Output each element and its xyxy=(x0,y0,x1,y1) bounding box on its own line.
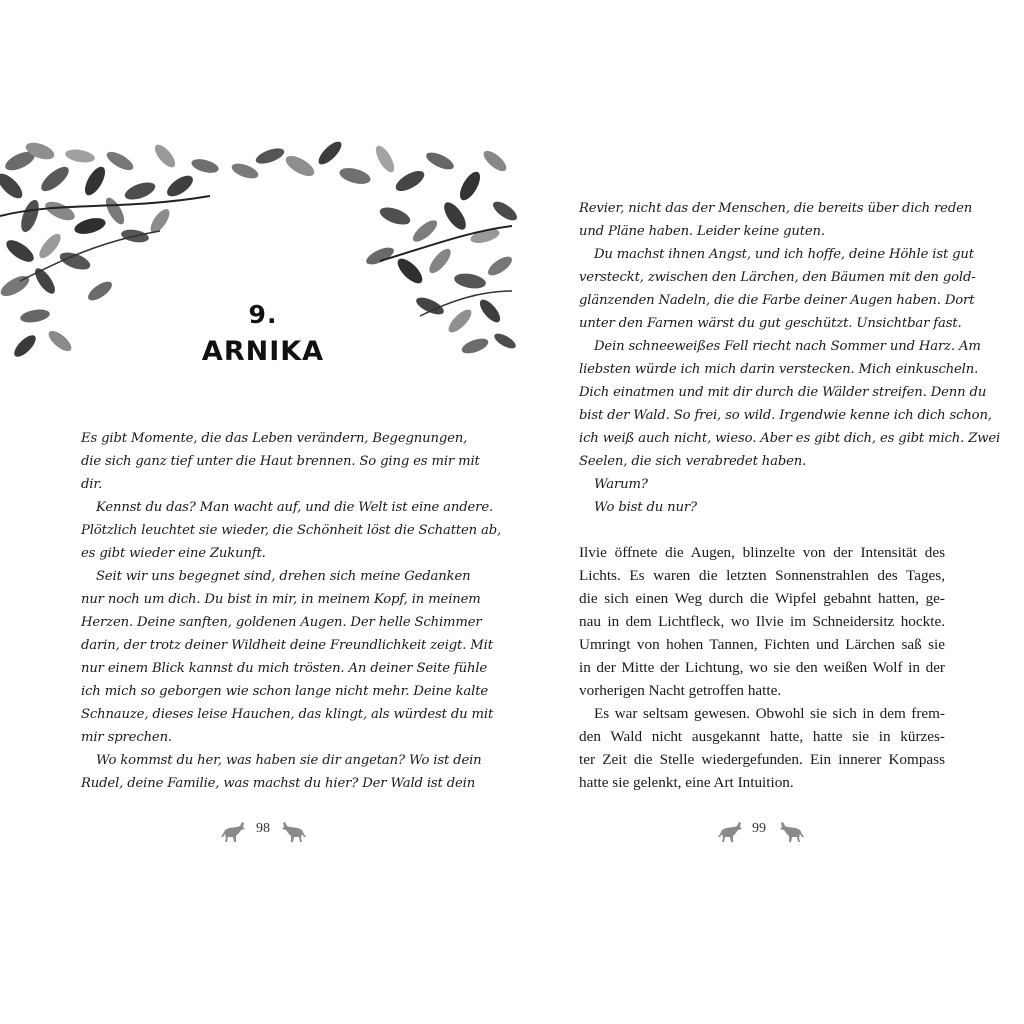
right-page-footer xyxy=(512,818,1024,848)
text-line: Wo kommst du her, was haben sie dir angetan? Wo ist dein xyxy=(96,753,482,768)
text-line: Schnauze, dieses leise Hauchen, das klingt, als würdest du mit xyxy=(81,707,494,722)
text-line: ich mich so geborgen wie schon lange nicht mehr. Deine kalte xyxy=(81,684,489,699)
text-line: Rudel, deine Familie, was machst du hier? Der Wald ist dein xyxy=(81,776,476,791)
text-line: Herzen. Deine sanften, goldenen Augen. Der helle Schimmer xyxy=(81,615,482,630)
text-line: es gibt wieder eine Zukunft. xyxy=(81,546,266,561)
text-line: Warum? xyxy=(594,477,648,492)
paragraph xyxy=(81,565,494,749)
text-line: Seit wir uns begegnet sind, drehen sich meine Gedanken xyxy=(96,569,471,584)
text-line: nur einem Blick kannst du mich trösten. An deiner Seite fühle xyxy=(81,661,488,676)
text-line: nau in dem Lichtfleck, wo Ilvie im Schneidersitz hockte. xyxy=(579,613,945,630)
chapter-number: 9. xyxy=(248,300,278,329)
paragraph xyxy=(579,702,945,794)
text-line: Dich einatmen und mit dir durch die Wälder streifen. Denn du xyxy=(579,385,987,400)
text-line: in der Mitte der Lichtung, wo sie den weißen Wolf in der xyxy=(579,659,945,676)
text-line: Es war seltsam gewesen. Obwohl sie sich in dem frem- xyxy=(594,705,945,722)
text-line: vorherigen Nacht getroffen hatte. xyxy=(579,682,782,699)
paragraph xyxy=(81,427,480,496)
text-line: nur noch um dich. Du bist in mir, in meinem Kopf, in meinem xyxy=(81,592,481,607)
text-line: den Wald nicht ausgekannt hatte, hatte sie in kürzes- xyxy=(579,728,945,745)
text-line: dir. xyxy=(81,477,103,492)
text-line: Du machst ihnen Angst, und ich hoffe, deine Höhle ist gut xyxy=(594,247,974,262)
paragraph xyxy=(579,473,945,496)
paragraph xyxy=(579,496,945,519)
text-line: Revier, nicht das der Menschen, die bereits über dich reden xyxy=(579,201,973,216)
wolf-icon xyxy=(280,820,308,844)
text-line: Umringt von hohen Tannen, Fichten und Lärchen saß sie xyxy=(579,636,945,653)
text-line: Lichts. Es waren die letzten Sonnenstrahlen des Tages, xyxy=(579,567,945,584)
chapter-title: ARNIKA xyxy=(201,336,325,367)
text-line: die sich einen Weg durch die Wipfel gebahnt hatten, ge- xyxy=(579,590,945,607)
right-page-letter-text xyxy=(579,197,1001,519)
text-line: liebsten würde ich mich darin verstecken. Mich einkuscheln. xyxy=(579,362,979,377)
text-line: Kennst du das? Man wacht auf, und die Welt ist eine andere. xyxy=(96,500,494,515)
text-line: Seelen, die sich verabredet haben. xyxy=(579,454,807,469)
text-line: bist der Wald. So frei, so wild. Irgendwie kenne ich dich schon, xyxy=(579,408,992,423)
text-line: ich weiß auch nicht, wieso. Aber es gibt dich, es gibt mich. Zwei xyxy=(579,431,1001,446)
page-number: 98 xyxy=(256,821,270,836)
text-line: darin, der trotz deiner Wildheit deine Freundlichkeit zeigt. Mit xyxy=(81,638,493,653)
text-line: Dein schneeweißes Fell riecht nach Sommer und Harz. Am xyxy=(594,339,981,354)
text-line: ter Zeit die Stelle wiedergefunden. Ein innerer Kompass xyxy=(579,751,945,768)
text-line: Ilvie öffnete die Augen, blinzelte von der Intensität des xyxy=(579,544,945,561)
right-page xyxy=(512,0,1024,1024)
left-page-text xyxy=(81,427,502,795)
text-line: Wo bist du nur? xyxy=(594,500,697,515)
text-line: glänzenden Nadeln, die die Farbe deiner Augen haben. Dort xyxy=(579,293,975,308)
paragraph xyxy=(579,243,976,335)
text-line: mir sprechen. xyxy=(81,730,172,745)
text-line: Es gibt Momente, die das Leben verändern, Begegnungen, xyxy=(81,431,468,446)
text-line: unter den Farnen wärst du gut geschützt. Unsichtbar fast. xyxy=(579,316,962,331)
text-line: und Pläne haben. Leider keine guten. xyxy=(579,224,825,239)
text-line: versteckt, zwischen den Lärchen, den Bäumen mit den gold- xyxy=(579,270,976,285)
text-line: die sich ganz tief unter die Haut brennen. So ging es mir mit xyxy=(81,454,480,469)
page-number: 99 xyxy=(752,821,766,836)
paragraph xyxy=(579,197,973,243)
text-line: Plötzlich leuchtet sie wieder, die Schönheit löst die Schatten ab, xyxy=(81,523,502,538)
paragraph xyxy=(81,749,482,795)
right-page-prose-text xyxy=(579,541,945,794)
paragraph xyxy=(81,496,502,565)
wolf-icon xyxy=(778,820,806,844)
paragraph xyxy=(579,335,1001,473)
left-page-footer xyxy=(0,818,512,848)
text-line: hatte sie gelenkt, eine Art Intuition. xyxy=(579,774,794,791)
paragraph xyxy=(579,541,945,702)
wolf-icon xyxy=(219,820,247,844)
wolf-icon xyxy=(716,820,744,844)
